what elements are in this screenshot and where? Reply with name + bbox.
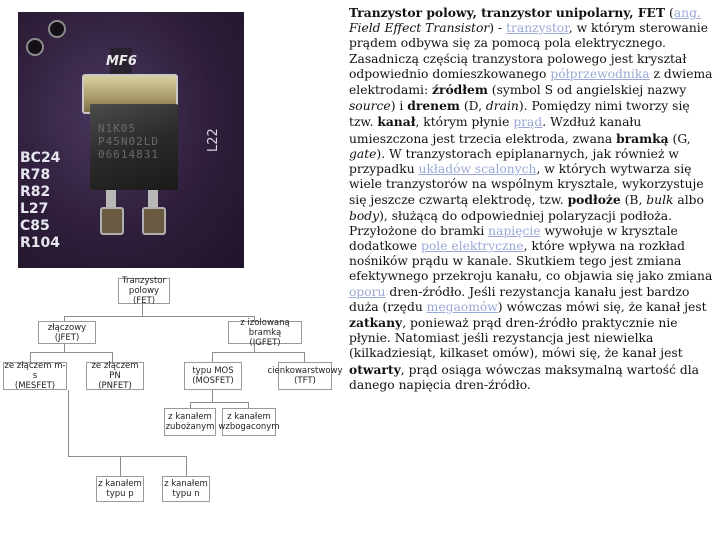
text-run: , w którym sterowanie prądem odbywa się za pomocą pola elektrycznego. <box>349 21 708 51</box>
bold-term: zatkany <box>349 315 403 331</box>
text-run: ( <box>665 6 674 20</box>
text-run: dren-źródło. Jeśli rezystancja kanału jest bardzo duża (rzędu <box>349 284 690 314</box>
text-run: , prąd osiąga wówczas maksymalną wartość dla danego napięcia dren-źródło. <box>349 362 699 392</box>
bold-term: podłoże <box>567 192 621 208</box>
text-run: , ponieważ prąd dren-źródło praktycznie nie płynie. Natomiast jeśli rezystancja jest niewielka (kilkadziesiąt, kilkaset omów), mówi się, że kanał jest <box>349 316 683 361</box>
italic-term: gate <box>349 146 377 161</box>
paragraph-operation <box>349 224 717 393</box>
diagram-node-igfet: z izolowaną bramką (IGFET) <box>228 321 302 344</box>
text-run: ). Pomiędzy nimi tworzy się tzw. <box>349 99 690 130</box>
bold-term: Tranzystor polowy, tranzystor unipolarny, FET <box>349 5 666 20</box>
connector-line <box>304 352 305 362</box>
diagram-node-jfet: złączowy (JFET) <box>38 321 96 344</box>
bold-term: kanał <box>377 114 416 130</box>
connector-line <box>64 344 65 352</box>
text-run: , którym płynie <box>415 115 514 130</box>
italic-term: source <box>349 99 391 114</box>
italic-term: body <box>349 208 380 223</box>
diagram-node-p-channel: z kanałem typu p <box>96 476 144 502</box>
text-run: , w których wytwarza się wiele tranzystorów na wspólnym krysztale, wykorzystuje się jeszcze czwartą elektrodę, tzw. <box>349 162 704 208</box>
chip-marking: N1K05 P45N02LD 06614831 <box>98 122 159 161</box>
text-run: ) - <box>489 21 507 36</box>
text-run: Zasadniczą częścią tranzystora polowego jest kryształ odpowiednio domieszkowanego <box>349 51 687 81</box>
bold-term: drenem <box>407 98 460 114</box>
paragraph-definition <box>349 5 717 52</box>
text-run: Przyłożone do bramki <box>349 223 489 238</box>
bold-term: otwarty <box>349 361 401 377</box>
solder-pad <box>100 207 124 235</box>
diagram-node-tft: cienkowarstwowy (TFT) <box>278 362 332 390</box>
connector-line <box>212 352 213 362</box>
text-run: wywołuje w krysztale dodatkowe <box>349 223 678 254</box>
diagram-node-n-channel: z kanałem typu n <box>162 476 210 502</box>
article-link[interactable]: prąd <box>513 115 543 130</box>
text-run: (symbol S od angielskiej nazwy <box>487 83 687 98</box>
text-run: , które wpływa na rozkład nośników prądu w kanale. Skutkiem tego jest zmiana efektywnego przekroju kanału, co objawia się jako zmiana <box>349 239 713 284</box>
diagram-node-mosfet: typu MOS (MOSFET) <box>184 362 242 390</box>
diagram-node-fet: Tranzystor polowy (FET) <box>118 278 170 304</box>
diagram-node-mesfet: ze złączem m-s (MESFET) <box>4 361 66 391</box>
bold-term: bramką <box>616 130 669 146</box>
text-run: (D, <box>459 99 486 114</box>
article-link[interactable]: pole elektryczne <box>421 239 524 254</box>
italic-term: bulk <box>646 193 674 208</box>
text-run: . Wzdłuż kanału umieszczona jest trzecia elektroda, zwana <box>349 115 642 146</box>
article-link[interactable]: oporu <box>349 284 386 299</box>
text-run: (B, <box>620 193 647 208</box>
article-text <box>349 5 717 393</box>
connector-line <box>212 390 213 402</box>
article-link[interactable]: napięcie <box>488 223 541 238</box>
via-hole <box>26 38 44 56</box>
text-run: ) wówczas mówi się, że kanał jest <box>497 299 707 314</box>
text-run: z dwiema elektrodami: <box>349 66 713 98</box>
text-run: ), służącą do odpowiedniej polaryzacji podłoża. <box>379 208 673 223</box>
text-run: albo <box>673 193 704 208</box>
text-run: ). W tranzystorach epiplanarnych, jak również w przypadku <box>349 146 679 177</box>
article-link[interactable]: półprzewodnika <box>550 66 650 81</box>
article-link[interactable]: układów scalonych <box>418 162 537 177</box>
text-run: ) i <box>390 99 408 114</box>
diagram-node-pnfet: ze złączem PN (PNFET) <box>86 362 144 390</box>
connector-line <box>68 390 69 456</box>
paragraph-construction <box>349 52 717 224</box>
via-hole <box>48 20 66 38</box>
bold-term: źródłem <box>432 82 488 98</box>
connector-line <box>212 352 304 353</box>
connector-line <box>120 456 121 476</box>
board-label: MF6 <box>106 54 137 69</box>
article-link[interactable]: megaomów <box>426 299 498 314</box>
connector-line <box>190 402 248 403</box>
connector-line <box>120 456 186 457</box>
side-silk-label: L22 <box>206 128 221 152</box>
connector-line <box>64 316 254 317</box>
diagram-node-enhanced-channel: z kanałem wzbogaconym <box>222 408 276 436</box>
connector-line <box>186 456 187 476</box>
diagram-node-depleted-channel: z kanałem zubożanym <box>164 408 216 436</box>
text-run: (G, <box>668 131 691 146</box>
article-link[interactable]: tranzystor <box>506 21 569 36</box>
connector-line <box>30 352 112 353</box>
transistor-photo <box>18 12 244 268</box>
italic-term: drain <box>485 99 519 114</box>
solder-pad <box>142 207 166 235</box>
silkscreen-labels: BC24 R78 R82 L27 C85 R104 <box>20 150 61 251</box>
article-link[interactable]: ang. <box>673 6 701 20</box>
italic-term: Field Effect Transistor <box>349 21 490 36</box>
